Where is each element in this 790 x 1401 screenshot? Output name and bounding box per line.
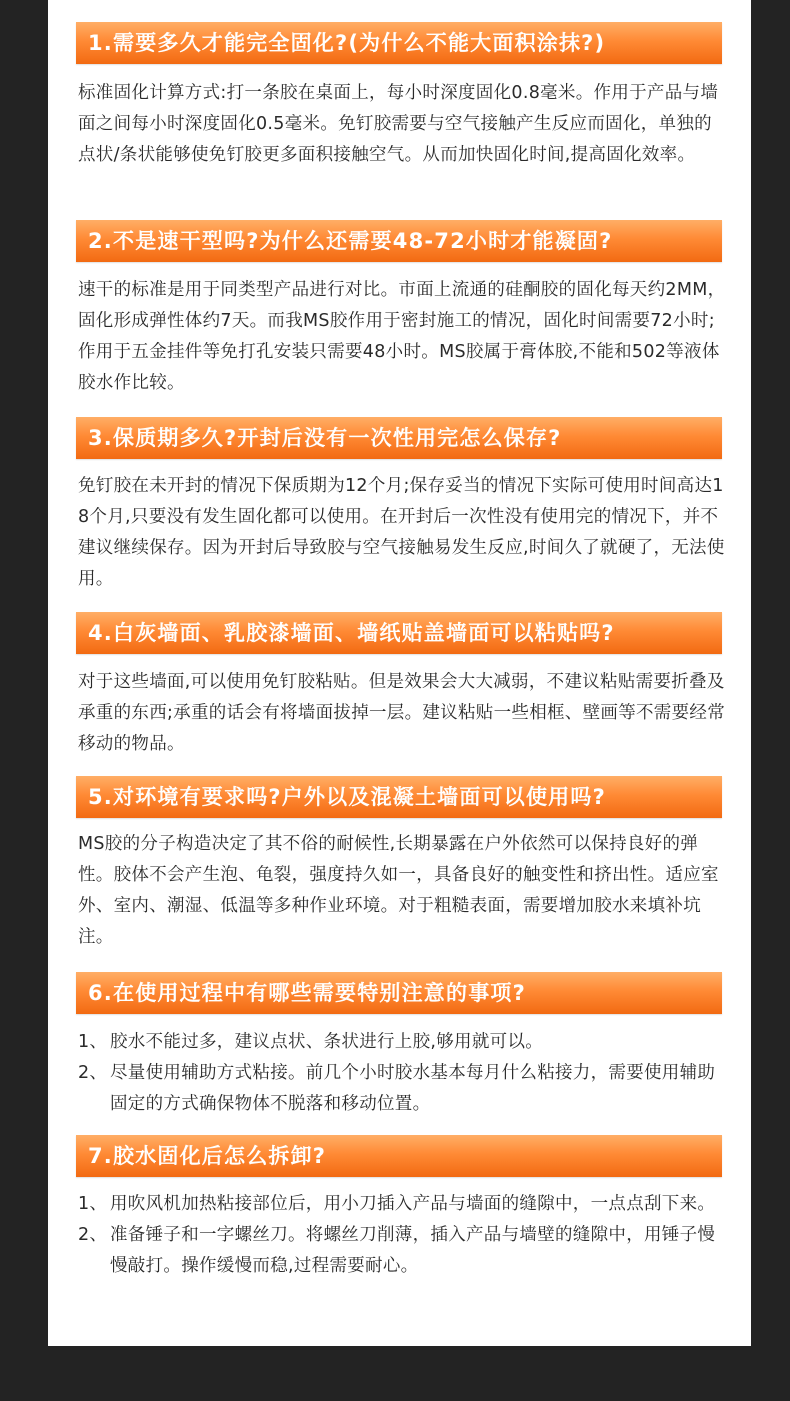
section-2-body: 速干的标准是用于同类型产品进行对比。市面上流通的硅酮胶的固化每天约2MM，固化形成弹性体约7天。而我MS胶作用于密封施工的情况，固化时间需要72小时;作用于五金挂件等免打孔安装只需要48小时。MS胶属于膏体胶,不能和502等液体胶水作比较。 [78,280,726,393]
list-item-number: 2、 [78,1063,108,1083]
section-4-body: 对于这些墙面,可以使用免钉胶粘贴。但是效果会大大减弱，不建议粘贴需要折叠及承重的东西;承重的话会有将墙面拔掉一层。建议粘贴一些相框、壁画等不需要经常移动的物品。 [78,672,725,754]
section-1-heading: 1.需要多久才能完全固化?(为什么不能大面积涂抹?) [76,22,722,64]
list-item-text: 胶水不能过多，建议点状、条状进行上胶,够用就可以。 [110,1032,544,1052]
list-item-text: 准备锤子和一字螺丝刀。将螺丝刀削薄，插入产品与墙壁的缝隙中，用锤子慢慢敲打。操作缓慢而稳,过程需要耐心。 [110,1225,716,1276]
section-7-heading: 7.胶水固化后怎么拆卸? [76,1135,722,1177]
section-3-body: 免钉胶在未开封的情况下保质期为12个月;保存妥当的情况下实际可使用时间高达18个月,只要没有发生固化都可以使用。在开封后一次性没有使用完的情况下，并不建议继续保存。因为开封后导致胶与空气接触易发生反应,时间久了就硬了，无法使用。 [78,476,725,589]
list-item-text: 用吹风机加热粘接部位后，用小刀插入产品与墙面的缝隙中，一点点刮下来。 [110,1194,716,1214]
list-item [78,1189,726,1220]
section-3-heading: 3.保质期多久?开封后没有一次性用完怎么保存? [76,417,722,459]
section-4-heading: 4.白灰墙面、乳胶漆墙面、墙纸贴盖墙面可以粘贴吗? [76,612,722,654]
list-item [78,1220,726,1282]
list-item [78,1058,726,1120]
list-item-number: 1、 [78,1194,108,1214]
section-5-heading: 5.对环境有要求吗?户外以及混凝土墙面可以使用吗? [76,776,722,818]
section-6-list [78,1027,726,1120]
list-item-number: 2、 [78,1225,108,1245]
section-5-body: MS胶的分子构造决定了其不俗的耐候性,长期暴露在户外依然可以保持良好的弹性。胶体不会产生泡、龟裂，强度持久如一，具备良好的触变性和挤出性。适应室外、室内、潮湿、低温等多种作业环境。对于粗糙表面，需要增加胶水来填补坑注。 [78,834,719,947]
section-7-list [78,1189,726,1282]
section-2-heading: 2.不是速干型吗?为什么还需要48-72小时才能凝固? [76,220,722,262]
section-1-body: 标准固化计算方式:打一条胶在桌面上，每小时深度固化0.8毫米。作用于产品与墙面之间每小时深度固化0.5毫米。免钉胶需要与空气接触产生反应而固化，单独的点状/条状能够使免钉胶更多面积接触空气。从而加快固化时间,提高固化效率。 [78,83,719,165]
list-item [78,1027,726,1058]
section-6-heading: 6.在使用过程中有哪些需要特别注意的事项? [76,972,722,1014]
list-item-text: 尽量使用辅助方式粘接。前几个小时胶水基本每月什么粘接力，需要使用辅助固定的方式确保物体不脱落和移动位置。 [110,1063,716,1114]
list-item-number: 1、 [78,1032,108,1052]
